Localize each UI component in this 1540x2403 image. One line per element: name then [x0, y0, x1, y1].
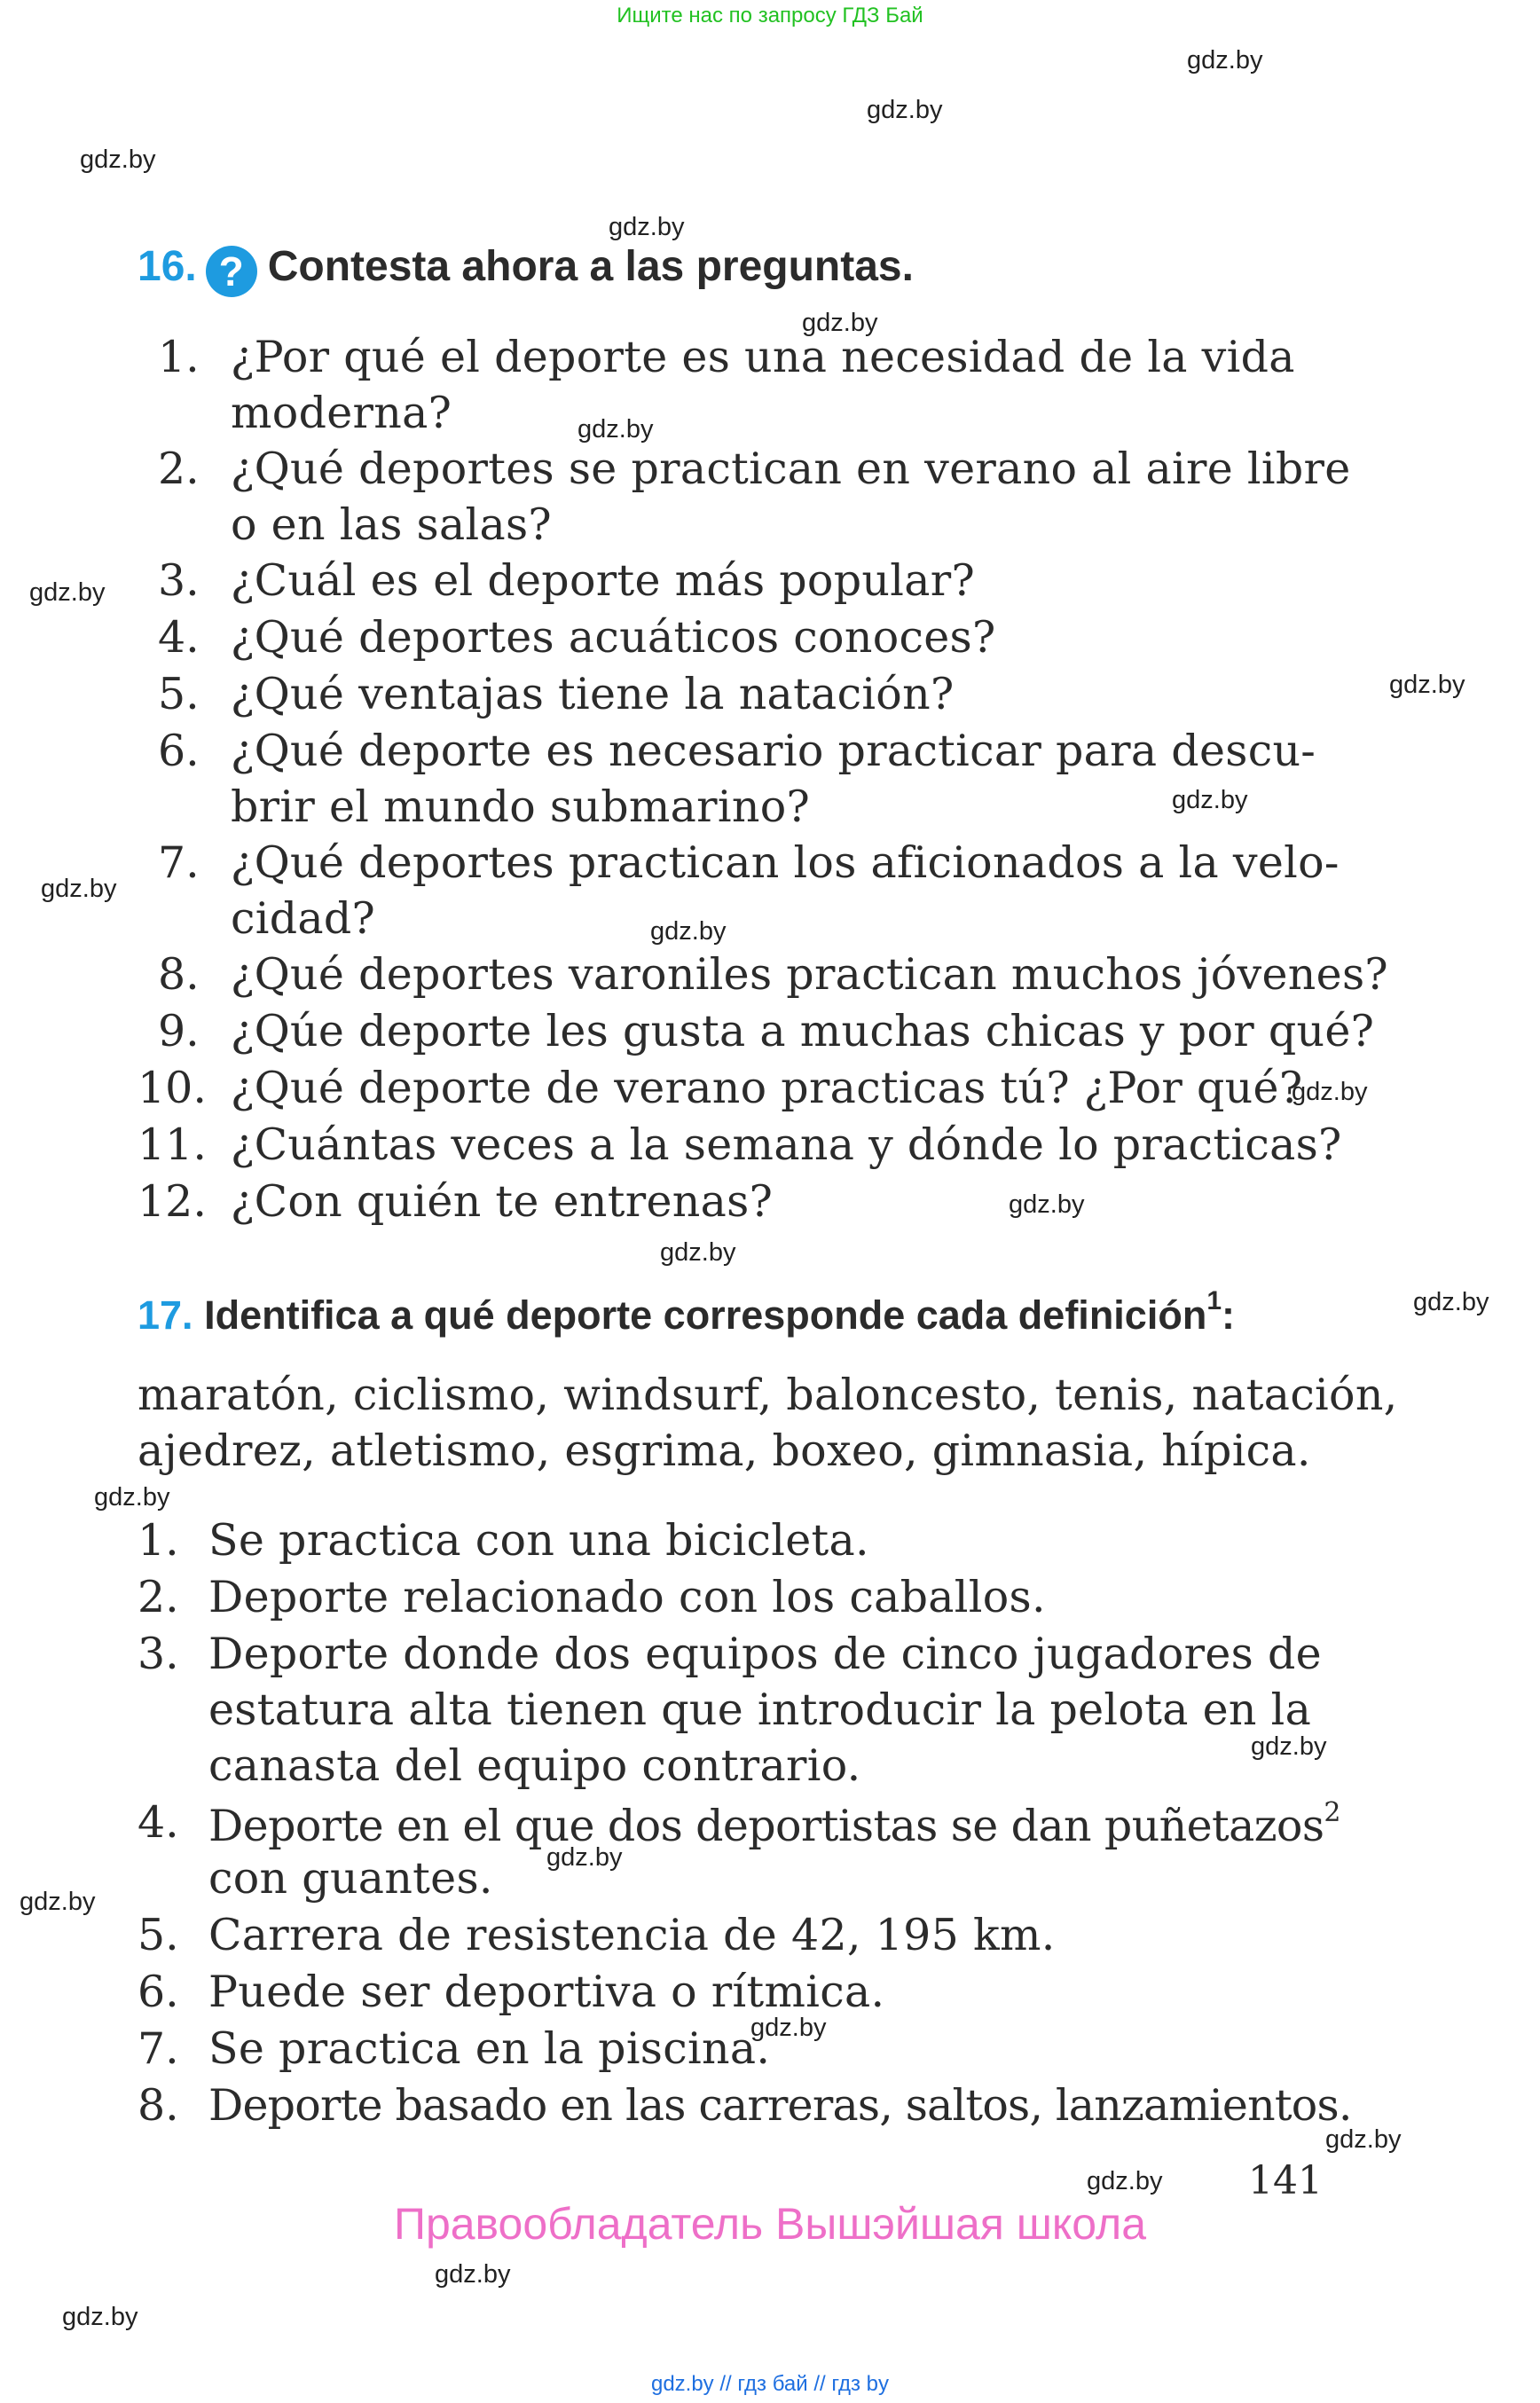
question-line: moderna?	[231, 388, 452, 438]
watermark: gdz.by	[609, 213, 685, 241]
watermark: gdz.by	[1389, 671, 1465, 699]
word-bank-line: ajedrez, atletismo, esgrima, boxeo, gimnasia, hípica.	[138, 1425, 1311, 1476]
item-number: 11.	[138, 1119, 207, 1170]
question-line: ¿Qué deportes acuáticos conoces?	[231, 612, 996, 663]
question-line: ¿Cuál es el deporte más popular?	[231, 555, 976, 606]
question-line: ¿Cuántas veces a la semana y dónde lo practicas?	[231, 1119, 1342, 1170]
watermark: gdz.by	[1292, 1078, 1368, 1106]
watermark: gdz.by	[867, 96, 943, 124]
item-number: 4.	[158, 612, 200, 663]
watermark: gdz.by	[802, 309, 878, 337]
question-line: ¿Qué deportes practican los aficionados a la velo-	[231, 837, 1340, 888]
item-number: 5.	[158, 669, 200, 719]
title-colon: :	[1222, 1292, 1235, 1338]
watermark: gdz.by	[578, 415, 654, 444]
question-line: ¿Por qué el deporte es una necesidad de la vida	[231, 332, 1295, 382]
definition-line: Carrera de resistencia de 42, 195 km.	[208, 1910, 1056, 1960]
definition-line: Se practica con una bicicleta.	[208, 1515, 869, 1566]
question-line: cidad?	[231, 893, 376, 944]
footnote-marker: 2	[1324, 1797, 1340, 1828]
question-line: ¿Qué ventajas tiene la natación?	[231, 669, 955, 719]
watermark: gdz.by	[41, 875, 117, 903]
word-bank-line: maratón, ciclismo, windsurf, baloncesto, tenis, natación,	[138, 1370, 1398, 1420]
question-line: ¿Qué deporte de verano practicas tú? ¿Por qué?	[231, 1063, 1303, 1113]
exercise-number: 17.	[138, 1292, 193, 1338]
item-number: 9.	[158, 1006, 200, 1056]
watermark: gdz.by	[1325, 2125, 1402, 2154]
exercise-16-heading	[138, 242, 914, 297]
question-line: o en las salas?	[231, 499, 552, 550]
page-number: 141	[1248, 2158, 1323, 2203]
watermark: gdz.by	[94, 1483, 170, 1512]
definition-line: canasta del equipo contrario.	[208, 1740, 861, 1791]
item-number: 10.	[138, 1063, 207, 1113]
footnote-marker: 1	[1206, 1286, 1222, 1315]
item-number: 3.	[158, 555, 200, 606]
exercise-title: Identifica a qué deporte corresponde cada definición	[204, 1292, 1207, 1338]
watermark: gdz.by	[1187, 46, 1263, 75]
watermark: gdz.by	[660, 1238, 736, 1267]
item-number: 2.	[158, 444, 200, 494]
watermark: gdz.by	[1009, 1190, 1085, 1219]
question-line: ¿Qué deporte es necesario practicar para descu-	[231, 726, 1316, 776]
watermark: gdz.by	[1172, 786, 1248, 814]
question-line: ¿Qué deportes se practican en verano al aire libre	[231, 444, 1351, 494]
question-line: brir el mundo submarino?	[231, 781, 811, 832]
footer-links[interactable]: gdz.by // гдз бай // гдз by	[650, 2372, 890, 2396]
watermark: gdz.by	[80, 145, 156, 174]
watermark: gdz.by	[650, 917, 727, 946]
watermark: gdz.by	[1087, 2167, 1163, 2195]
item-number: 2.	[138, 1572, 179, 1622]
definition-line: Deporte donde dos equipos de cinco jugadores de	[208, 1629, 1322, 1679]
item-number: 7.	[138, 2023, 179, 2074]
watermark: gdz.by	[20, 1888, 96, 1916]
exercise-title: Contesta ahora a las preguntas.	[267, 243, 914, 290]
top-banner[interactable]: Ищите нас по запросу ГДЗ Бай	[617, 4, 923, 27]
definition-line: con guantes.	[208, 1853, 493, 1904]
definition-line: Deporte basado en las carreras, saltos, lanzamientos.	[208, 2080, 1352, 2131]
definition-line: Deporte relacionado con los caballos.	[208, 1572, 1046, 1622]
item-number: 4.	[138, 1797, 179, 1848]
copyright-notice: Правообладатель Вышэйшая школа	[394, 2199, 1146, 2249]
watermark: gdz.by	[1251, 1732, 1327, 1761]
item-number: 7.	[158, 837, 200, 888]
question-line: ¿Con quién te entrenas?	[231, 1176, 774, 1227]
definition-text: Deporte en el que dos deportistas se dan puñetazos	[208, 1801, 1324, 1851]
item-number: 8.	[138, 2080, 179, 2131]
definition-line: Se practica en la piscina.	[208, 2023, 771, 2074]
item-number: 1.	[138, 1515, 179, 1566]
exercise-17-heading	[138, 1286, 1235, 1339]
question-line: ¿Qué deportes varoniles practican muchos jóvenes?	[231, 949, 1388, 1000]
exercise-number: 16.	[138, 243, 197, 290]
item-number: 5.	[138, 1910, 179, 1960]
item-number: 3.	[138, 1629, 179, 1679]
question-icon: ?	[206, 246, 257, 297]
question-line: ¿Qúe deporte les gusta a muchas chicas y por qué?	[231, 1006, 1375, 1056]
watermark: gdz.by	[546, 1843, 623, 1872]
definition-line	[208, 1797, 1340, 1851]
definition-line: Puede ser deportiva o rítmica.	[208, 1967, 885, 2017]
item-number: 6.	[158, 726, 200, 776]
watermark: gdz.by	[750, 2014, 827, 2042]
item-number: 8.	[158, 949, 200, 1000]
watermark: gdz.by	[29, 578, 106, 607]
item-number: 6.	[138, 1967, 179, 2017]
item-number: 12.	[138, 1176, 207, 1227]
watermark: gdz.by	[1413, 1288, 1489, 1316]
watermark: gdz.by	[435, 2260, 511, 2289]
definition-line: estatura alta tienen que introducir la pelota en la	[208, 1684, 1312, 1735]
watermark: gdz.by	[62, 2303, 138, 2331]
item-number: 1.	[158, 332, 200, 382]
